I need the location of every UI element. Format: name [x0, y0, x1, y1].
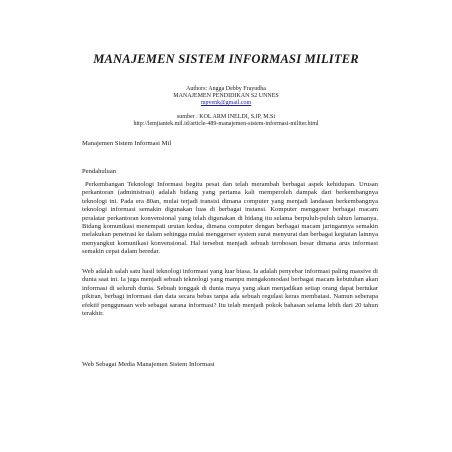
intro-heading: Pendahuluan: [82, 168, 117, 175]
paragraph-2-text: Web adalah salah satu hasil teknologi informasi yang luar biasa. Ia adalah penyebar informasi paling massive di dunia saat ini. Ia juga menjadi sebuah teknologi yang mampu mengakomodasi berbagai macam kebutuhan akan informasi di seluruh dunia. Sebuah tonggak di dunia maya yang akan menjadikan setiap orang dapat bertukar pikiran, berbagi informasi dan data secara bebas tanpa ada sebuah regulasi keras membatasi. Namun seberapa efektif penggunaan web sebagai sarana informasi? Itu telah menjadi pokok bahasan selama lebih dari 20 tahun terakhir.: [82, 268, 378, 318]
source-url: http://lemjiantek.mil.id/article-489-manajemen-sistem-informasi-militer.html: [133, 121, 319, 127]
email-link-text[interactable]: mpvenk@gmail.com: [200, 100, 252, 106]
page-title: MANAJEMEN SISTEM INFORMASI MILITER: [93, 52, 359, 66]
authors-line: Authors: Angga Debby Frayudha: [186, 86, 266, 92]
paragraph-1: [82, 181, 378, 257]
source-line: sumber : KOL ARM INELDI, S.IP, M.Si: [176, 114, 276, 120]
affiliation-line: MANAJEMEN PENDIDIKAN S2 UNNES: [173, 93, 279, 99]
paragraph-1-text: Perkembangan Teknologi Informasi begitu pesat dan telah merambah berbagai aspek kehidupan. Urusan perkantoran (administrasi) adalah bidang yang pertama kali memperoleh dampak dari berkembangnya teknologi ini. Pada era 80an, mulai terjadi transisi dimana computer yang menjadi landasan berkembangnya teknologi informasi semakin digunakan luas di berbagai instansi. Komputer menggeser berbagai macam peralatar perkantoran konvensional yang telah digunakan di bidang itu selama berpuluh-puluh tahun lamanya. Bidang komunikasi menempati urutan kedua, dimana computer dengan berbagai macam jaringannya semakin melakukan penetrasi ke dalam sehingga mulai menggerser system surat menyurat dan berbagai kegiatan lainnya menyangkut komunikasi konvensional. Hal tersebut menjadi sebuah terobosan besar dimana arus informasi semakin cepat dalam beredar.: [82, 181, 378, 256]
section-heading: Manajemen Sistem Informasi Mil: [82, 140, 172, 147]
email-link[interactable]: [0, 100, 452, 107]
subsection-heading: Web Sebagai Media Manajemen Sistem Informasi: [82, 361, 215, 368]
paragraph-2: [82, 268, 378, 318]
